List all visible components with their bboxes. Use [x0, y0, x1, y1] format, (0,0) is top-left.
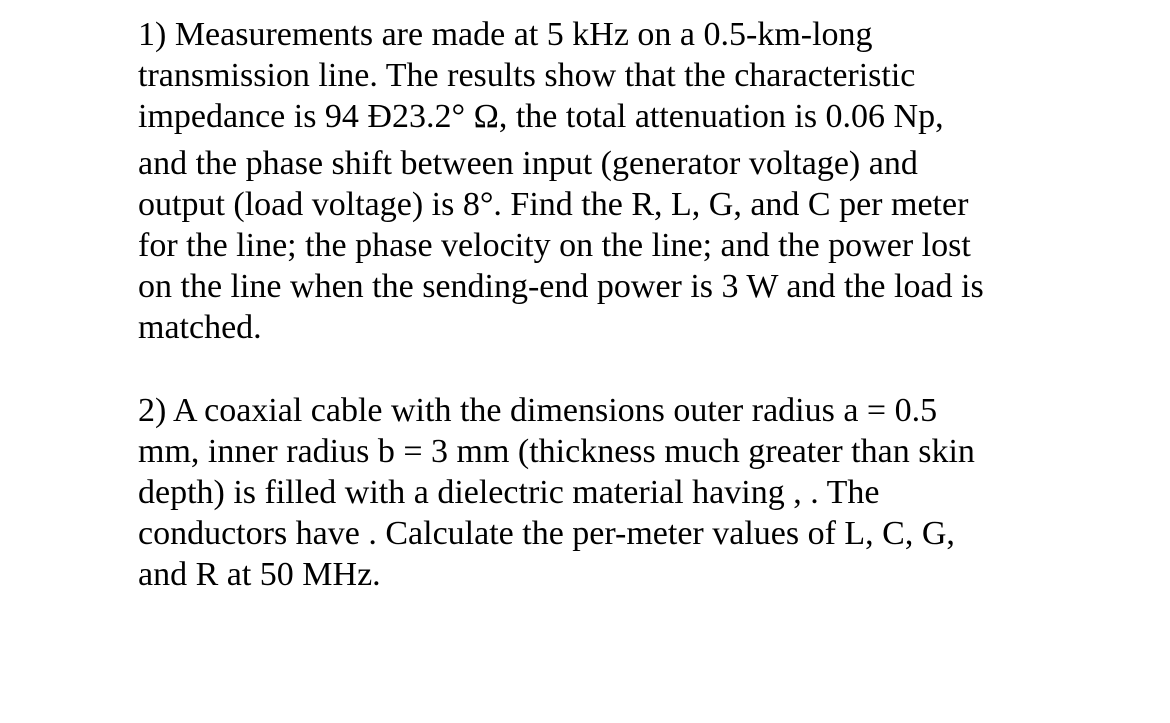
problem-1-line: and the phase shift between input (generator voltage) and [138, 144, 918, 182]
problem-2-line: 2) A coaxial cable with the dimensions outer radius a = 0.5 [138, 391, 938, 429]
problem-1-text [138, 14, 1038, 349]
problem-2-line: conductors have . Calculate the per-meter values of L, C, G, [138, 515, 955, 553]
problem-1-line: 1) Measurements are made at 5 kHz on a 0.5-km-long [138, 16, 873, 53]
problem-2-line: and R at 50 MHz. [138, 556, 381, 594]
problem-2-line: mm, inner radius b = 3 mm (thickness much greater than skin [138, 432, 975, 470]
problem-1-line: for the line; the phase velocity on the line; and the power lost [138, 227, 971, 265]
problem-1-line: output (load voltage) is 8°. Find the R, L, G, and C per meter [138, 185, 969, 223]
problem-1-line: on the line when the sending-end power is 3 W and the load is [138, 268, 984, 306]
problem-1-line: matched. [138, 309, 262, 347]
problem-2-text [138, 390, 1038, 596]
problem-1-line: transmission line. The results show that the characteristic [138, 57, 916, 95]
problem-2-line: depth) is filled with a dielectric material having , . The [138, 474, 880, 512]
problem-1-line: impedance is 94 Ð23.2° Ω, the total attenuation is 0.06 Np, [138, 98, 944, 136]
document-page [138, 14, 1038, 596]
